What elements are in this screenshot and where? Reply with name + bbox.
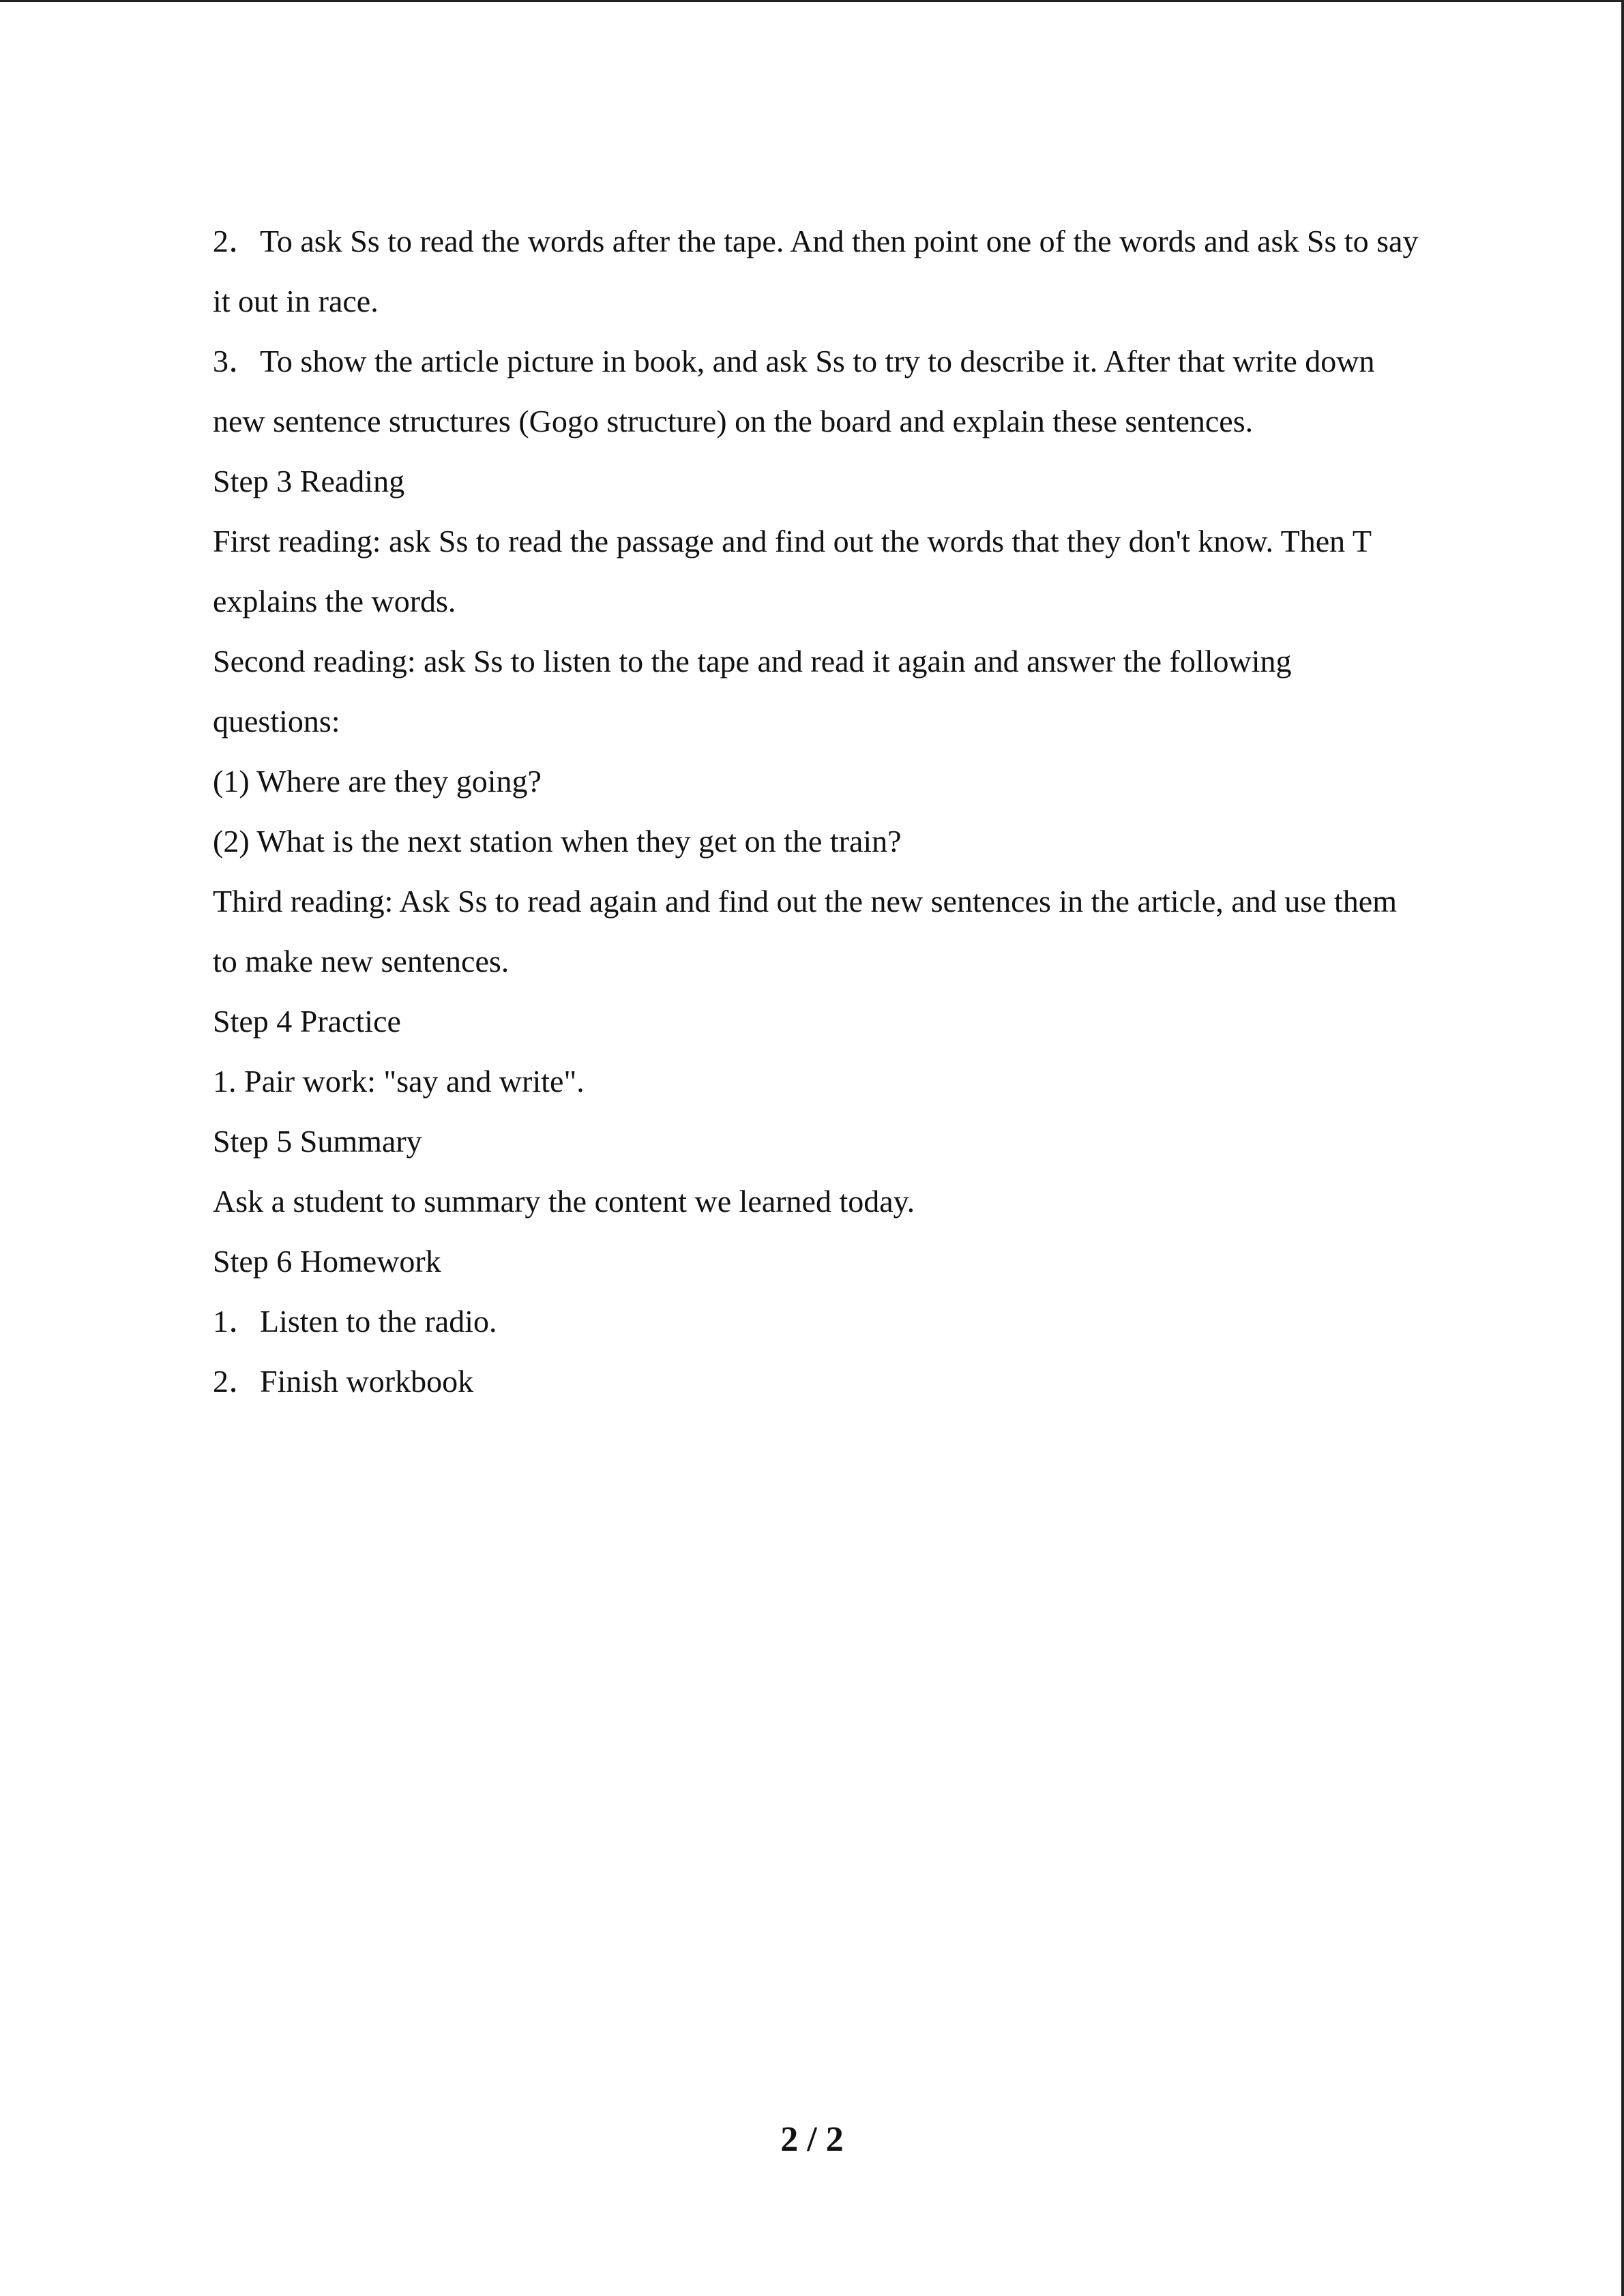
text-line: 2．To ask Ss to read the words after the tape. And then point one of the words and ask Ss to say [213, 224, 1419, 258]
step-heading: Step 6 Homework [213, 1244, 441, 1279]
homework-item: 1．Listen to the radio. [213, 1304, 497, 1339]
text-line: Third reading: Ask Ss to read again and find out the new sentences in the article, and use them [213, 884, 1398, 919]
homework-item: 2．Finish workbook [213, 1364, 474, 1399]
text-line: explains the words. [213, 584, 456, 618]
text-line: 3．To show the article picture in book, and ask Ss to try to describe it. After that write down [213, 344, 1375, 378]
step-heading: Step 3 Reading [213, 464, 405, 498]
text-line: Ask a student to summary the content we learned today. [213, 1184, 915, 1219]
text-line: First reading: ask Ss to read the passage and find out the words that they don't know. Then T [213, 524, 1372, 558]
question-item: (2) What is the next station when they get on the train? [213, 824, 902, 859]
question-item: (1) Where are they going? [213, 764, 542, 799]
text-line: 1. Pair work: "say and write". [213, 1064, 585, 1099]
document-body [213, 211, 1495, 1412]
page-border-top [0, 0, 1624, 2]
text-line: it out in race. [213, 284, 379, 318]
page-number: 2 / 2 [780, 2120, 844, 2159]
step-heading: Step 4 Practice [213, 1004, 401, 1039]
step-heading: Step 5 Summary [213, 1124, 422, 1159]
text-line: questions: [213, 704, 340, 739]
text-line: new sentence structures (Gogo structure) on the board and explain these sentences. [213, 404, 1254, 438]
text-line: to make new sentences. [213, 944, 510, 979]
text-line: Second reading: ask Ss to listen to the tape and read it again and answer the following [213, 644, 1292, 679]
page-border-right [1621, 0, 1624, 2296]
